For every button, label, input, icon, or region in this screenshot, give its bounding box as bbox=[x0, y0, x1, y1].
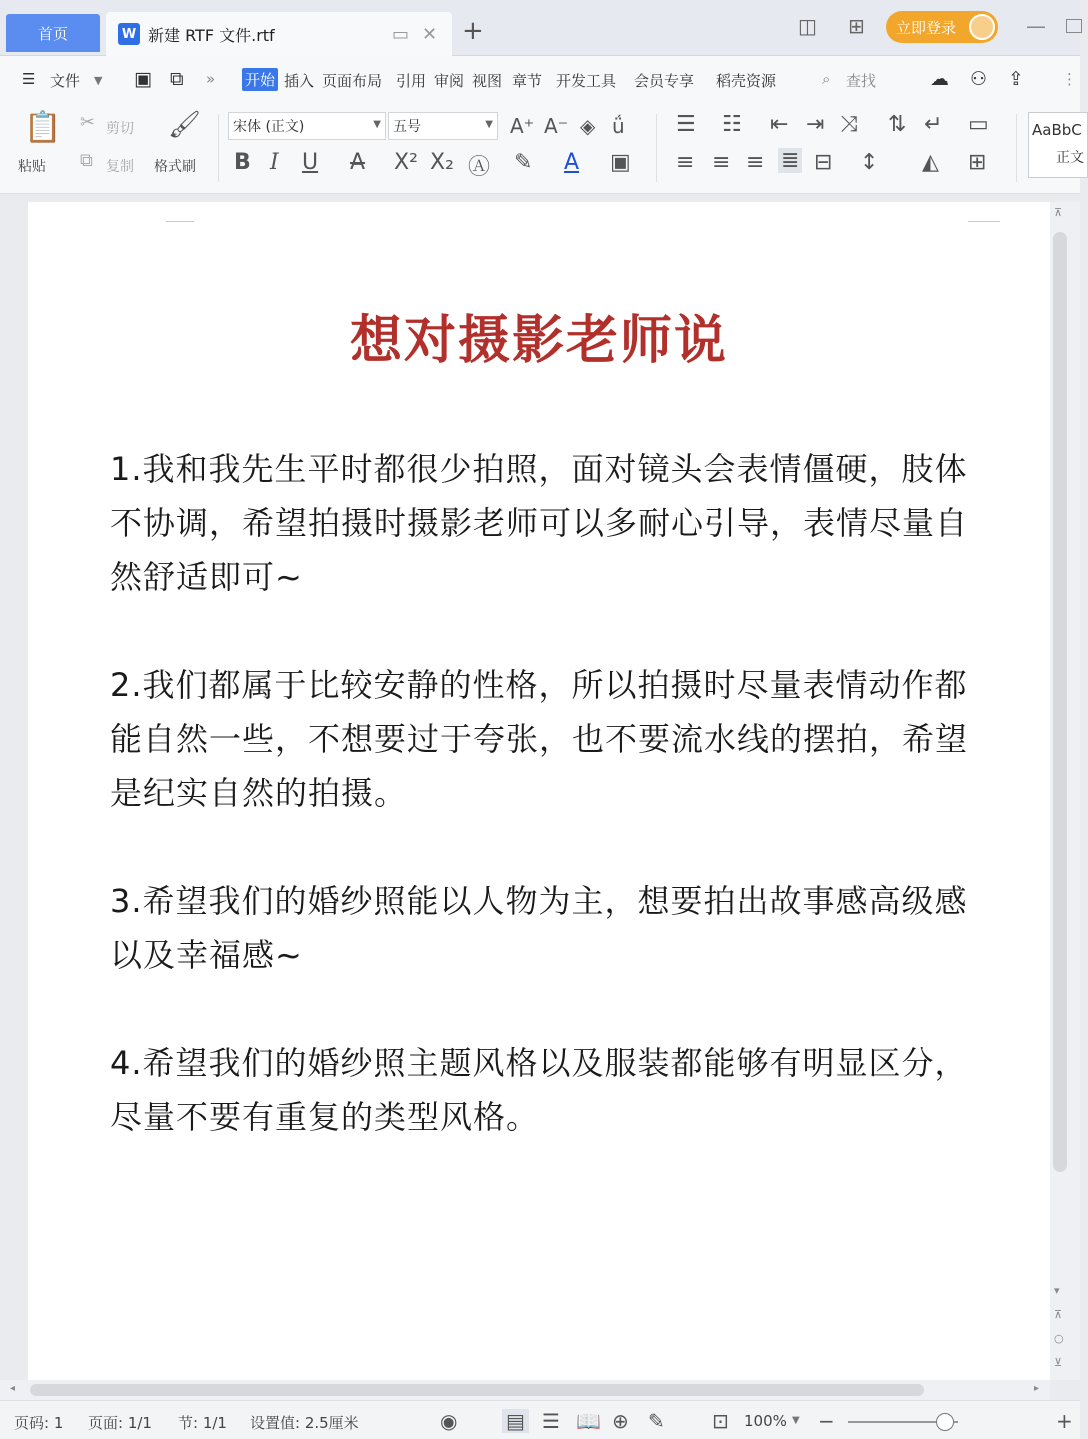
cut-button[interactable]: 剪切 bbox=[106, 121, 134, 137]
tab-member[interactable]: 会员专享 bbox=[634, 72, 695, 90]
menu-bar bbox=[0, 56, 1080, 104]
web-view-icon[interactable]: ⊕ bbox=[612, 1409, 629, 1433]
zoom-out-icon[interactable]: − bbox=[818, 1409, 835, 1433]
chevron-down-icon[interactable]: ▼ bbox=[94, 74, 103, 87]
format-painter-icon[interactable]: 🖌 bbox=[168, 110, 202, 140]
page-view-icon[interactable]: ▤ bbox=[502, 1409, 529, 1433]
bold-icon[interactable]: B bbox=[234, 150, 251, 175]
document-tab[interactable] bbox=[106, 12, 452, 56]
char-border-icon[interactable]: ▣ bbox=[610, 150, 631, 175]
ruler-icon[interactable]: ▭ bbox=[968, 112, 989, 137]
shrink-font-icon[interactable]: A⁻ bbox=[544, 114, 569, 138]
superscript-icon[interactable]: X² bbox=[394, 150, 418, 175]
grid-apps-icon[interactable]: ⊞ bbox=[848, 14, 865, 38]
copy-icon[interactable]: ⧉ bbox=[80, 150, 93, 171]
tab-chapter[interactable]: 章节 bbox=[512, 72, 543, 90]
save-icon[interactable]: ▣ bbox=[134, 68, 152, 90]
ribbon-divider bbox=[1016, 114, 1017, 182]
sort-icon[interactable]: ⇅ bbox=[888, 112, 907, 137]
line-spacing-icon[interactable]: ↕ bbox=[860, 150, 879, 175]
strikethrough-icon[interactable]: A bbox=[350, 150, 366, 175]
section-count[interactable]: 节: 1/1 bbox=[178, 1414, 227, 1432]
font-size-select[interactable] bbox=[388, 112, 498, 140]
page-number[interactable]: 页码: 1 bbox=[14, 1414, 64, 1432]
tab-docer-resources[interactable]: 稻壳资源 bbox=[716, 72, 777, 90]
home-tab[interactable]: 首页 bbox=[6, 14, 100, 52]
zoom-level[interactable]: 100% bbox=[744, 1412, 787, 1430]
tab-developer[interactable]: 开发工具 bbox=[556, 72, 617, 90]
style-normal[interactable] bbox=[1028, 112, 1088, 178]
vertical-scroll-thumb[interactable] bbox=[1053, 232, 1067, 1172]
minimize-icon[interactable]: — bbox=[1026, 14, 1046, 38]
shading-icon[interactable]: ◭ bbox=[922, 150, 939, 175]
paste-button[interactable]: 粘贴 bbox=[18, 159, 46, 175]
hamburger-icon[interactable]: ☰ bbox=[22, 70, 36, 88]
paragraph-4: 4.希望我们的婚纱照主题风格以及服装都能够有明显区分，尽量不要有重复的类型风格。 bbox=[110, 1044, 968, 1136]
vertical-scrollbar[interactable] bbox=[1050, 202, 1080, 1380]
layout-icon[interactable]: ◫ bbox=[798, 14, 817, 38]
new-tab-button[interactable]: + bbox=[462, 16, 484, 46]
paragraph-2: 2.我们都属于比较安静的性格，所以拍摄时尽量表情动作都能自然一些，不想要过于夸张，也不要流水线的摆拍，希望是纪实自然的拍摄。 bbox=[110, 666, 969, 812]
borders-icon[interactable]: ⊞ bbox=[968, 150, 987, 175]
scroll-down-icon[interactable]: ▾ bbox=[1054, 1284, 1060, 1297]
show-marks-icon[interactable]: ↵ bbox=[924, 112, 943, 137]
wps-writer-icon: W bbox=[118, 23, 140, 45]
chevron-down-icon: ▼ bbox=[485, 119, 493, 130]
outline-view-icon[interactable]: ☰ bbox=[542, 1409, 560, 1433]
phonetic-icon[interactable]: ǘ bbox=[612, 114, 625, 138]
document-tab-title: 新建 RTF 文件.rtf bbox=[148, 25, 275, 45]
menu-file[interactable]: 文件 bbox=[50, 72, 81, 90]
page-count[interactable]: 页面: 1/1 bbox=[88, 1414, 152, 1432]
tab-review[interactable]: 审阅 bbox=[434, 72, 465, 90]
horizontal-scroll-thumb[interactable] bbox=[30, 1384, 924, 1396]
cut-icon[interactable]: ✂ bbox=[80, 112, 96, 133]
login-button[interactable] bbox=[886, 11, 998, 43]
style-label: 正文 bbox=[1056, 150, 1084, 166]
more-vertical-icon[interactable]: ⋮ bbox=[1062, 70, 1077, 88]
export-icon[interactable]: ⧉ bbox=[170, 68, 184, 90]
tab-references[interactable]: 引用 bbox=[396, 72, 427, 90]
next-page-icon[interactable]: ⊻ bbox=[1054, 1356, 1063, 1369]
scroll-left-icon[interactable]: ◂ bbox=[10, 1383, 16, 1394]
format-painter-button[interactable]: 格式刷 bbox=[154, 159, 196, 175]
subscript-icon[interactable]: X₂ bbox=[430, 150, 454, 175]
search-button[interactable]: 查找 bbox=[846, 72, 877, 90]
justify-icon[interactable]: ≣ bbox=[778, 148, 802, 173]
ribbon-toolbar bbox=[0, 104, 1084, 194]
prev-page-icon[interactable]: ⊼ bbox=[1054, 1308, 1063, 1321]
align-center-icon[interactable]: ≡ bbox=[712, 150, 731, 175]
collaborate-icon[interactable]: ⚇ bbox=[970, 68, 988, 90]
reading-view-icon[interactable]: 📖 bbox=[576, 1409, 601, 1433]
zoom-in-icon[interactable]: + bbox=[1056, 1409, 1073, 1433]
distributed-icon[interactable]: ⊟ bbox=[814, 150, 833, 175]
scroll-top-icon[interactable]: ⊼ bbox=[1054, 206, 1063, 219]
chinese-layout-icon[interactable]: ⤨ bbox=[840, 112, 858, 137]
fit-page-icon[interactable]: ⊡ bbox=[712, 1409, 729, 1433]
text-effect-icon[interactable]: Ⓐ bbox=[468, 155, 491, 180]
highlight-icon[interactable]: ✎ bbox=[514, 150, 533, 175]
font-name-select[interactable] bbox=[228, 112, 386, 140]
chevron-down-icon[interactable]: ▼ bbox=[792, 1415, 800, 1426]
avatar-icon bbox=[969, 14, 995, 40]
close-tab-icon[interactable]: ✕ bbox=[422, 24, 438, 45]
eye-protection-icon[interactable]: ◉ bbox=[440, 1409, 458, 1433]
zoom-slider-knob[interactable] bbox=[936, 1413, 954, 1431]
search-icon[interactable]: ⌕ bbox=[822, 70, 831, 88]
italic-icon[interactable]: I bbox=[270, 150, 279, 175]
align-right-icon[interactable]: ≡ bbox=[746, 150, 765, 175]
monitor-icon[interactable]: ▭ bbox=[392, 24, 410, 45]
numbered-list-icon[interactable]: ☷ bbox=[722, 112, 742, 137]
paste-icon[interactable]: 📋 bbox=[24, 110, 62, 145]
font-size-value: 五号 bbox=[393, 119, 421, 135]
underline-icon[interactable]: U bbox=[302, 150, 319, 175]
paragraph-1: 1.我和我先生平时都很少拍照，面对镜头会表情僵硬，肢体不协调，希望拍摄时摄影老师可以多耐心引导，表情尽量自然舒适即可~ bbox=[110, 450, 969, 596]
style-preview: AaBbC bbox=[1032, 121, 1082, 139]
chevron-down-icon: ▼ bbox=[373, 119, 381, 130]
font-color-icon[interactable]: A bbox=[564, 150, 580, 175]
more-icon[interactable]: » bbox=[206, 70, 216, 88]
scroll-right-icon[interactable]: ▸ bbox=[1034, 1383, 1040, 1394]
margin-corner bbox=[166, 196, 194, 222]
write-view-icon[interactable]: ✎ bbox=[648, 1409, 665, 1433]
tab-insert[interactable]: 插入 bbox=[284, 72, 315, 90]
copy-button[interactable]: 复制 bbox=[106, 159, 134, 175]
document-page[interactable] bbox=[28, 202, 1050, 1380]
font-name-value: 宋体 (正文) bbox=[233, 119, 305, 135]
bullet-list-icon[interactable]: ☰ bbox=[676, 112, 696, 137]
tab-home[interactable]: 开始 bbox=[242, 68, 278, 91]
maximize-icon[interactable] bbox=[1066, 19, 1082, 33]
page-title: 想对摄影老师说 bbox=[349, 311, 728, 371]
margin-corner bbox=[968, 196, 1000, 222]
share-icon[interactable]: ⇪ bbox=[1008, 68, 1024, 90]
status-bar bbox=[0, 1400, 1080, 1439]
tab-page-layout[interactable]: 页面布局 bbox=[322, 72, 383, 90]
clear-format-icon[interactable]: ◈ bbox=[580, 114, 596, 138]
decrease-indent-icon[interactable]: ⇤ bbox=[770, 112, 789, 137]
select-browse-icon[interactable]: ○ bbox=[1054, 1332, 1064, 1345]
cloud-icon[interactable]: ☁ bbox=[930, 68, 949, 90]
align-left-icon[interactable]: ≡ bbox=[676, 150, 695, 175]
tab-view[interactable]: 视图 bbox=[472, 72, 503, 90]
paragraph-3: 3.希望我们的婚纱照能以人物为主，想要拍出故事感高级感以及幸福感~ bbox=[110, 882, 968, 974]
ribbon-divider bbox=[656, 114, 657, 182]
title-bar bbox=[0, 0, 1080, 56]
increase-indent-icon[interactable]: ⇥ bbox=[806, 112, 825, 137]
ribbon-divider bbox=[218, 114, 219, 182]
horizontal-scrollbar[interactable] bbox=[0, 1380, 1050, 1400]
setting-value[interactable]: 设置值: 2.5厘米 bbox=[250, 1414, 359, 1432]
login-label: 立即登录 bbox=[896, 18, 957, 37]
grow-font-icon[interactable]: A⁺ bbox=[510, 114, 535, 138]
